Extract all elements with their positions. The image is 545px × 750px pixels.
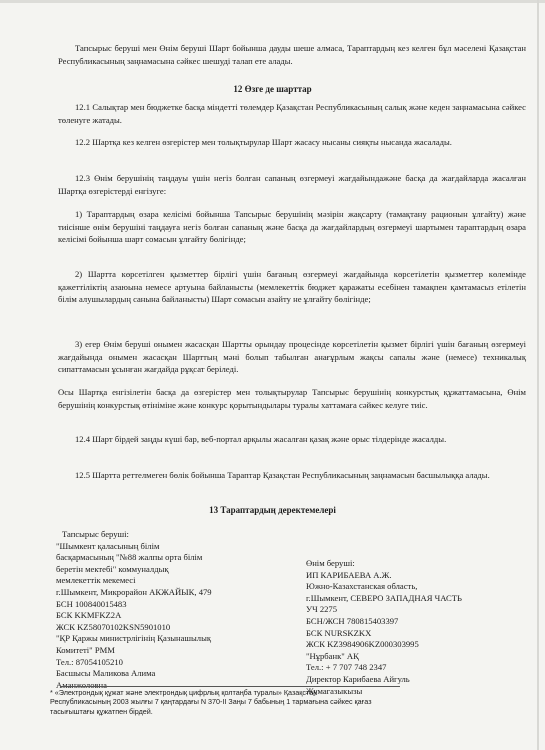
- footnote: [50, 685, 520, 716]
- supplier-line: Тел.: + 7 707 748 2347: [306, 662, 387, 673]
- scan-edge-top: [0, 0, 545, 3]
- customer-line: Тапсырыс беруші:: [62, 529, 129, 539]
- footnote-line: Республикасының 2003 жылғы 7 қаңтардағы N 370-II Заңы 7 бабының 1 тармағына сәйкес қағаз: [50, 697, 372, 707]
- customer-line: ЖСК KZ58070102KSN5901010: [56, 621, 171, 632]
- supplier-line: "Нұрбанк" АҚ: [306, 650, 359, 661]
- section-12-p2: 12.2 Шартқа кез келген өзгерістер мен толықтырулар Шарт жасасу нысаны сияқты нысанда жасалады.: [75, 137, 452, 147]
- section-12-p7: Осы Шартқа енгізілетін басқа да өзгерістер мен толықтырулар Тапсырыс берушінің конкурстық құжаттамасына, Өнім берушінің конкурстық өтініміне және конкурс қорытындылары туралы хаттамаға сәйкес келуге тиіс.: [58, 387, 526, 410]
- section-12-p3: 12.3 Өнім берушінің таңдауы үшін негіз болған сапаның өзгермеуі жағдайындажәне басқа да жағдайларда жасалған Шартқа өзгерістерді енгізуге:: [58, 173, 526, 196]
- customer-line: г.Шымкент, Микрорайон АКЖАЙЫК, 479: [56, 586, 212, 597]
- customer-line: БСН 100840015483: [56, 598, 127, 609]
- scan-edge-right: [537, 0, 539, 750]
- customer-requisites: [56, 529, 212, 691]
- customer-line: Аманжоловна: [56, 679, 107, 690]
- customer-line: Тел.: 87054105210: [56, 656, 123, 667]
- footnote-divider: [60, 686, 400, 687]
- customer-line: БСК KKMFKZ2A: [56, 610, 122, 621]
- supplier-line: Өнім беруші:: [306, 558, 355, 568]
- supplier-line: ИП КАРИБАЕВА А.Ж.: [306, 569, 392, 580]
- customer-line: басқармасының "№88 жалпы орта білім: [56, 552, 203, 563]
- section-12-p1: 12.1 Салықтар мен бюджетке басқа міндетті төлемдер Қазақстан Республикасының салық және кеден заңнамасына сәйкес төленуге жатады.: [58, 102, 526, 125]
- customer-line: беретін мектебі" коммуналдық: [56, 563, 169, 574]
- supplier-requisites: [306, 558, 462, 697]
- section-13-title: 13 Тараптардың деректемелері: [209, 505, 336, 515]
- customer-line: "Шымкент қаласының білім: [56, 540, 160, 551]
- supplier-line: Директор Карибаева Айгуль: [306, 673, 410, 684]
- section-12-item-1: 1) Тараптардың өзара келісімі бойынша Тапсырыс берушінің мәзірін жақсарту (тамақтану рационын ұлғайту) және тиісінше өнім берушіні таңдауға негіз болған сапаның және басқа да жағдайлардың өзгермеуі шартымен тараптардың өзара келісімі бойынша шарт сомасын ұлғайту бөлігінде;: [58, 209, 526, 245]
- customer-line: Басшысы Маликова Алима: [56, 668, 156, 679]
- customer-line: Комитеті" РММ: [56, 644, 115, 655]
- intro-paragraph: Тапсырыс беруші мен Өнім беруші Шарт бойынша дауды шеше алмаса, Тараптардың кез келген бұл мәселені Қазақстан Республикасының заңнамасына сәйкес шешуді талап ете алады.: [58, 43, 526, 66]
- supplier-line: Южно-Казахстанская область,: [306, 581, 418, 592]
- supplier-line: УЧ 2275: [306, 604, 338, 615]
- supplier-line: ЖСК KZ3984906KZ000303995: [306, 639, 419, 650]
- section-12-p9: 12.5 Шартта реттелмеген бөлік бойынша Тараптар Қазақстан Республикасының заңнамасын басшылыққа алады.: [75, 470, 490, 480]
- section-12-p8: 12.4 Шарт бірдей заңды күші бар, веб-портал арқылы жасалған қазақ және орыс тілдерінде жасалды.: [75, 434, 447, 444]
- footnote-line: тасығыштағы құжатпен бірдей.: [50, 706, 153, 716]
- section-12-item-3: 3) егер Өнім беруші онымен жасасқан Шартты орындау процесінде көрсетілетін қызмет бірлігі үшін бағаның өзгермеуі жағдайында онымен жасасқан Шарттың мәні болып табылған анағұрлым жақсы сапалы және (немесе) техникалық сипаттамасын ұсынған жағдайда рұқсат беріледі.: [58, 339, 526, 375]
- customer-line: мемлекеттік мекемесі: [56, 575, 136, 586]
- footnote-line: * «Электрондық құжат және электрондық цифрлық қолтаңба туралы» Қазақстан: [50, 688, 318, 697]
- supplier-line: Жумагазыкызы: [306, 685, 363, 696]
- supplier-line: БСН/ЖСН 780815403397: [306, 615, 399, 626]
- supplier-line: г.Шымкент, СЕВЕРО ЗАПАДНАЯ ЧАСТЬ: [306, 592, 462, 603]
- section-12-item-2: 2) Шартта көрсетілген қызметтер бірлігі үшін бағаның өзгермеуі жағдайында көрсетілетін қызметтер көлемінде қажеттіліктің азаюына немесе артуына байланысты (мемлекеттік бюджет қаражаты есебінен тамақпен қамтамасыз етілетін білім алушылардың санына байланысты) Шарт сомасын азайту не ұлғайту бөлігінде;: [58, 269, 526, 305]
- supplier-line: БСК NURSKZKX: [306, 627, 372, 638]
- customer-line: "ҚР Қаржы министрлігінің Қазынашылық: [56, 633, 212, 644]
- section-12-title: 12 Өзге де шарттар: [233, 84, 312, 94]
